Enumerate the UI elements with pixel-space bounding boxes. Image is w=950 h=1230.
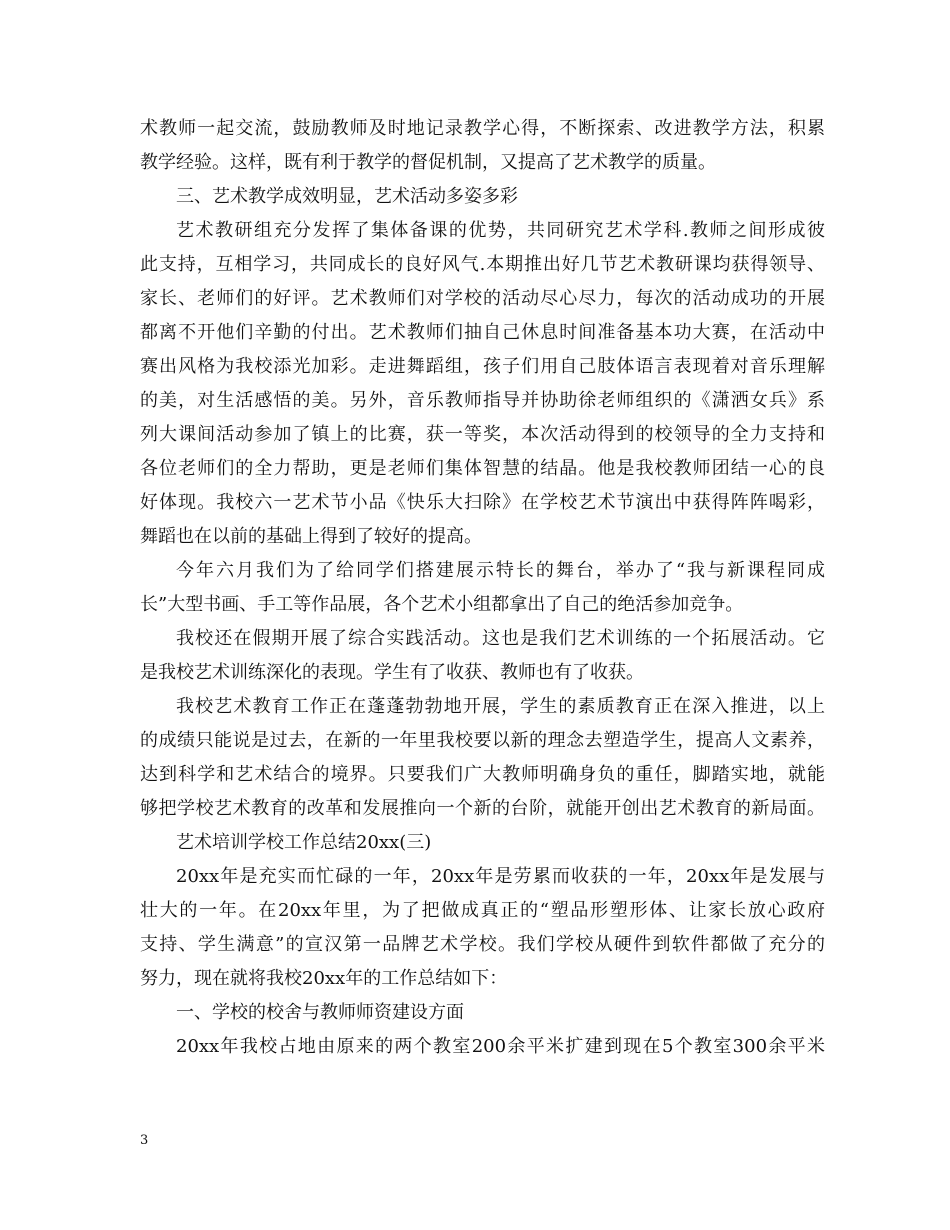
text-line: 家长、老师们的好评。艺术教师们对学校的活动尽心尽力，每次的活动成功的开展	[140, 288, 825, 309]
text-line: 的成绩只能说是过去，在新的一年里我校要以新的理念去塑造学生，提高人文素养，	[140, 730, 825, 751]
text-line: 够把学校艺术教育的改革和发展推向一个新的台阶，就能开创出艺术教育的新局面。	[140, 798, 825, 819]
text-line: 是我校艺术训练深化的表现。学生有了收获、教师也有了收获。	[140, 662, 644, 683]
section-heading: 三、艺术教学成效明显，艺术活动多姿多彩	[176, 186, 518, 207]
text-line: 术教师一起交流，鼓励教师及时地记录教学心得，不断探索、改进教学方法，积累	[140, 118, 825, 139]
text-line: 今年六月我们为了给同学们搭建展示特长的舞台，举办了“我与新课程同成	[176, 560, 825, 581]
text-line: 赛出风格为我校添光加彩。走进舞蹈组，孩子们用自己肢体语言表现着对音乐理解	[140, 356, 825, 377]
text-line: 支持、学生满意”的宣汉第一品牌艺术学校。我们学校从硬件到软件都做了充分的	[140, 934, 825, 955]
text-line: 长”大型书画、手工等作品展，各个艺术小组都拿出了自己的绝活参加竞争。	[140, 594, 744, 615]
text-line: 的美，对生活感悟的美。另外，音乐教师指导并协助徐老师组织的《潇洒女兵》系	[140, 390, 825, 411]
text-line: 20xx年是充实而忙碌的一年，20xx年是劳累而收获的一年，20xx年是发展与	[176, 866, 825, 887]
text-line: 都离不开他们辛勤的付出。艺术教师们抽自己休息时间准备基本功大赛，在活动中	[140, 322, 825, 343]
text-line: 壮大的一年。在20xx年里，为了把做成真正的“塑品形塑形体、让家长放心政府	[140, 900, 825, 921]
text-line: 好体现。我校六一艺术节小品《快乐大扫除》在学校艺术节演出中获得阵阵喝彩，	[140, 492, 825, 513]
section-heading: 艺术培训学校工作总结20xx(三)	[176, 832, 432, 853]
text-line: 艺术教研组充分发挥了集体备课的优势，共同研究艺术学科.教师之间形成彼	[176, 220, 825, 241]
text-line: 舞蹈也在以前的基础上得到了较好的提高。	[140, 526, 482, 547]
section-heading: 一、学校的校舍与教师师资建设方面	[176, 1002, 464, 1023]
text-line: 我校还在假期开展了综合实践活动。这也是我们艺术训练的一个拓展活动。它	[176, 628, 825, 649]
text-line: 努力，现在就将我校20xx年的工作总结如下：	[140, 968, 508, 989]
text-line: 教学经验。这样，既有利于教学的督促机制，又提高了艺术教学的质量。	[140, 152, 716, 173]
text-line: 列大课间活动参加了镇上的比赛，获一等奖，本次活动得到的校领导的全力支持和	[140, 424, 825, 445]
text-line: 达到科学和艺术结合的境界。只要我们广大教师明确身负的重任，脚踏实地，就能	[140, 764, 825, 785]
text-line: 此支持，互相学习，共同成长的良好风气.本期推出好几节艺术教研课均获得领导、	[140, 254, 825, 275]
text-line: 各位老师们的全力帮助，更是老师们集体智慧的结晶。他是我校教师团结一心的良	[140, 458, 825, 479]
document-body	[140, 112, 825, 1064]
text-line: 我校艺术教育工作正在蓬蓬勃勃地开展，学生的素质教育正在深入推进，以上	[176, 696, 825, 717]
page-number: 3	[140, 1133, 149, 1148]
text-line: 20xx年我校占地由原来的两个教室200余平米扩建到现在5个教室300余平米	[176, 1036, 825, 1057]
